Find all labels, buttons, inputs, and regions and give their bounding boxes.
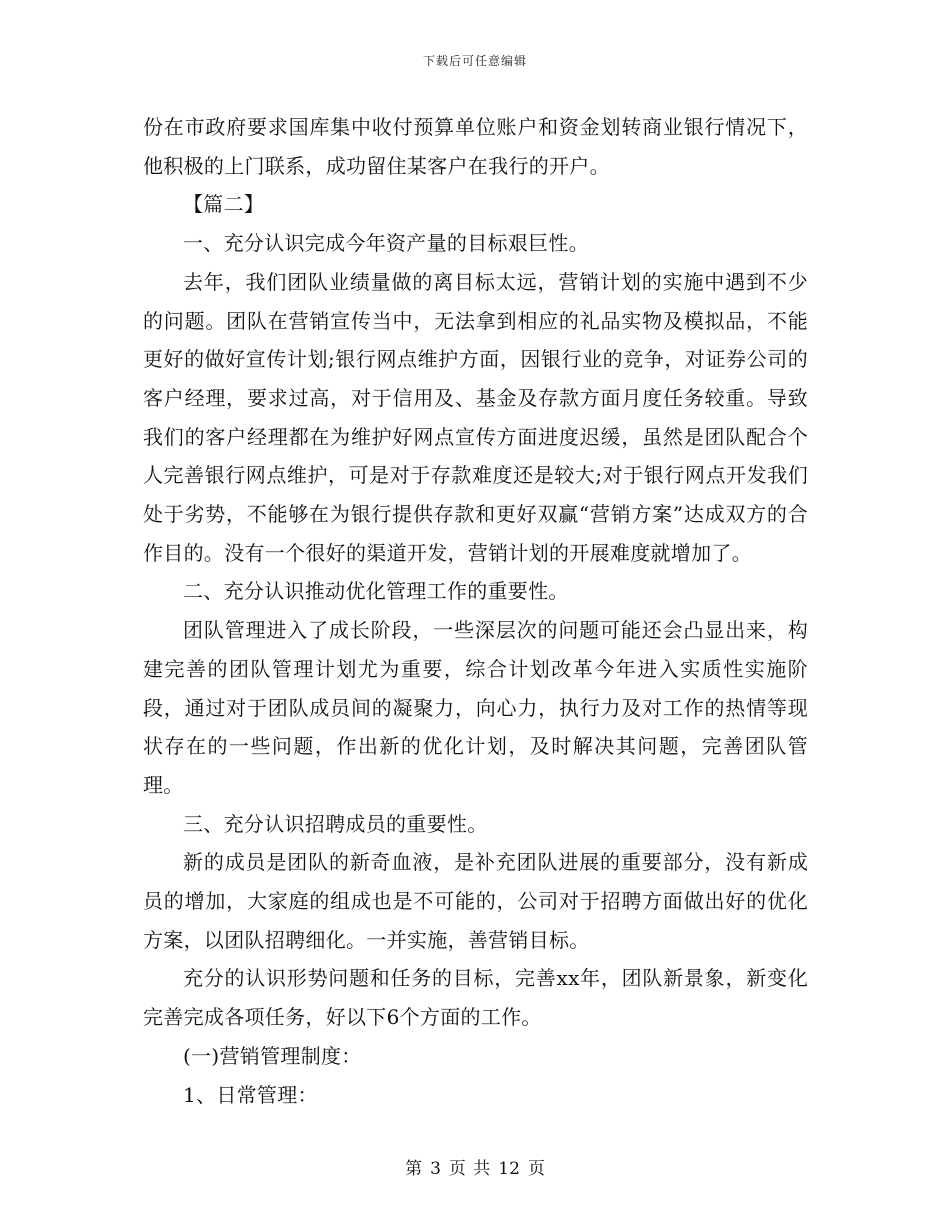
list-item-heading: 1、日常管理：	[183, 1082, 318, 1107]
paragraph: 充分的认识形势问题和任务的目标，完善xx年，团队新景象，新变化完善完成各项任务，好以下6个方面的工作。	[143, 966, 808, 1030]
document-body	[143, 108, 808, 1114]
page-header	[0, 52, 950, 69]
page-label-mid: 页 共	[448, 1159, 491, 1179]
section-heading: 一、充分认识完成今年资产量的目标艰巨性。	[183, 231, 589, 256]
current-page-number: 3	[430, 1159, 441, 1179]
paragraph: 团队管理进入了成长阶段，一些深层次的问题可能还会凸显出来，构建完善的团队管理计划尤为重要，综合计划改革今年进入实质性实施阶段，通过对于团队成员间的凝聚力，向心力，执行力及对工作的热情等现状存在的一些问题，作出新的优化计划，及时解决其问题，完善团队管理。	[143, 618, 808, 797]
section-heading: 三、充分认识招聘成员的重要性。	[183, 811, 488, 836]
section-heading: 【篇二】	[183, 192, 265, 217]
total-pages-number: 12	[498, 1159, 520, 1179]
paragraph: 新的成员是团队的新奇血液，是补充团队进展的重要部分，没有新成员的增加，大家庭的组成也是不可能的，公司对于招聘方面做出好的优化方案，以团队招聘细化。一并实施，善营销目标。	[143, 850, 808, 952]
paragraph: 份在市政府要求国库集中收付预算单位账户和资金划转商业银行情况下，他积极的上门联系，成功留住某客户在我行的开户。	[143, 115, 808, 178]
subsection-heading: (一)营销管理制度：	[183, 1043, 362, 1068]
page-label-prefix: 第	[405, 1159, 423, 1179]
paragraph: 去年，我们团队业绩量做的离目标太远，营销计划的实施中遇到不少的问题。团队在营销宣传当中，无法拿到相应的礼品实物及模拟品，不能更好的做好宣传计划;银行网点维护方面，因银行业的竞争，对证券公司的客户经理，要求过高，对于信用及、基金及存款方面月度任务较重。导致我们的客户经理都在为维护好网点宣传方面进度迟缓，虽然是团队配合个人完善银行网点维护，可是对于存款难度还是较大;对于银行网点开发我们处于劣势，不能够在为银行提供存款和更好双赢“营销方案”达成双方的合作目的。没有一个很好的渠道开发，营销计划的开展难度就增加了。	[143, 269, 808, 565]
page-footer	[0, 1154, 950, 1179]
section-heading: 二、充分认识推动优化管理工作的重要性。	[183, 579, 569, 604]
page-label-suffix: 页	[527, 1159, 545, 1179]
header-text: 下载后可任意编辑	[422, 54, 527, 68]
